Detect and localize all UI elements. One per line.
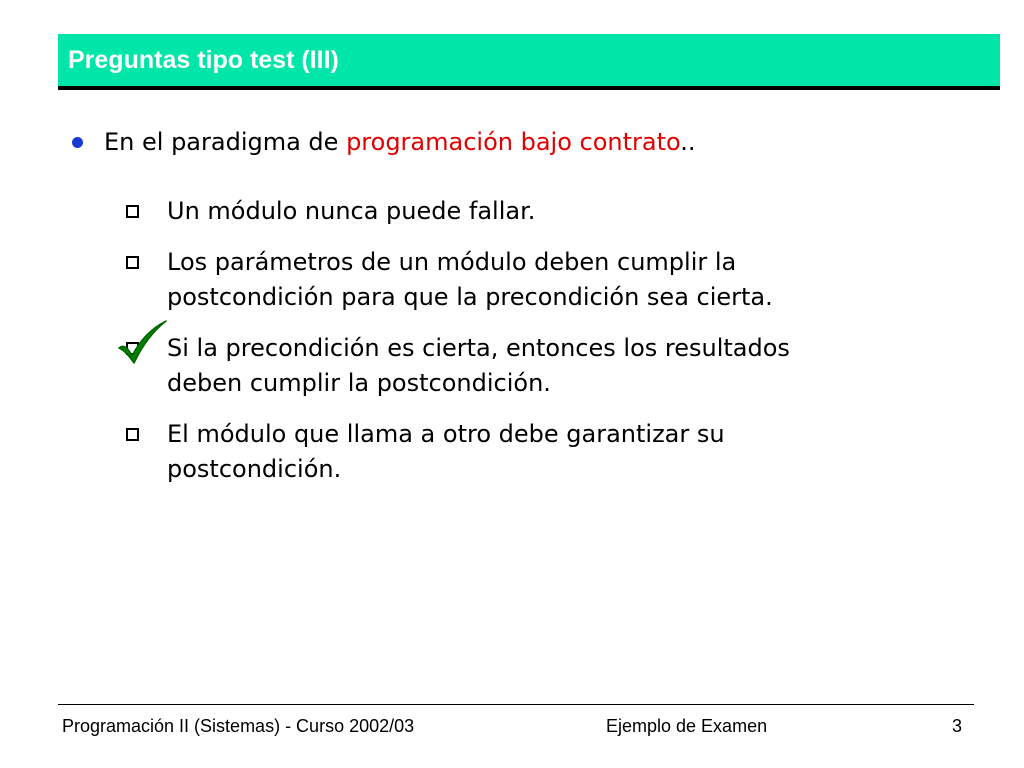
footer-divider	[58, 704, 974, 705]
option-1-text	[167, 194, 927, 229]
footer-page-number: 3	[952, 716, 963, 736]
option-2-line-1: Los parámetros de un módulo deben cumplir la	[167, 248, 737, 276]
footer-course: Programación II (Sistemas) - Curso 2002/03	[62, 716, 415, 736]
option-3-line-2: deben cumplir la postcondición.	[167, 369, 551, 397]
option-4-line-1: El módulo que llama a otro debe garantizar su	[167, 420, 725, 448]
square-bullet-icon	[126, 428, 139, 441]
option-2-line-2: postcondición para que la precondición sea cierta.	[167, 283, 773, 311]
checkmark-icon	[114, 318, 170, 366]
option-4-line-2: postcondición.	[167, 455, 342, 483]
option-3-line-1: Si la precondición es cierta, entonces los resultados	[167, 334, 790, 362]
square-bullet-icon	[126, 205, 139, 218]
main-bullet-highlight: programación bajo contrato	[346, 128, 681, 156]
option-4-text	[167, 417, 927, 487]
option-2-text	[167, 245, 927, 315]
option-1-line-1: Un módulo nunca puede fallar.	[167, 197, 536, 225]
main-bullet-text	[104, 128, 696, 156]
square-bullet-icon	[126, 256, 139, 269]
footer-section: Ejemplo de Examen	[606, 716, 768, 736]
title-bar	[58, 34, 1000, 86]
main-bullet-prefix: En el paradigma de	[104, 128, 347, 156]
main-bullet-suffix: ..	[680, 128, 696, 156]
option-3-text	[167, 331, 927, 401]
slide-title: Preguntas tipo test (III)	[68, 46, 339, 74]
bullet-dot-icon	[72, 137, 83, 148]
title-underline	[58, 86, 1000, 90]
